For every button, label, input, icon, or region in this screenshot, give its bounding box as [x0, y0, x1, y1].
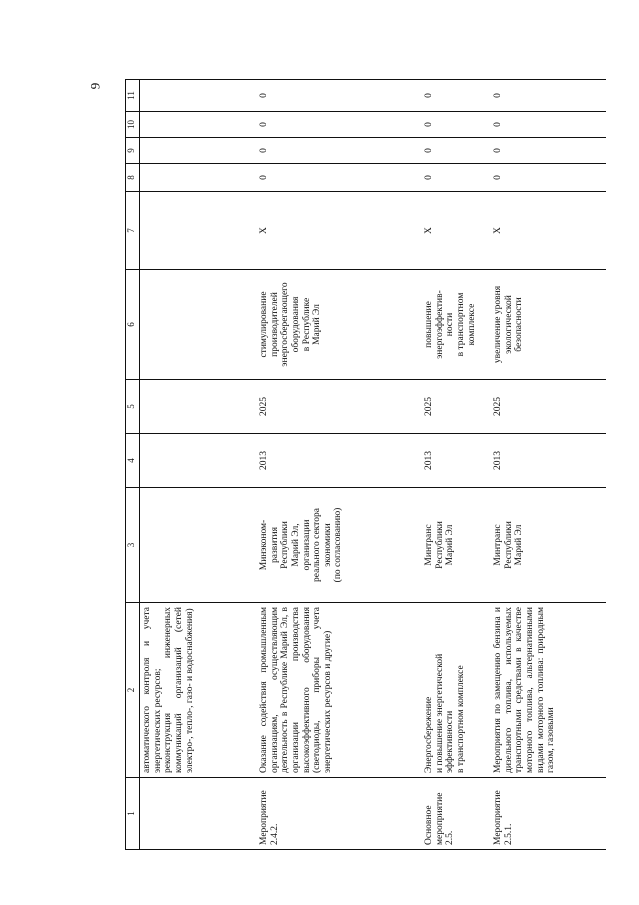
cell-executor: Минэконом- развития Республики Марий Эл, организации реального сектора экономики (по согласованию) [245, 488, 412, 603]
cell-end-year: 2025 [412, 380, 481, 434]
cell-description: Мероприятия по замещению бензина и дизельного топлива, используемых транспортными средствами в качестве моторного топлива, альтернативными видами моторного топлива: природным газом, газовыми [481, 603, 606, 778]
cell-col11: 0 [412, 80, 481, 112]
cell-col10: 0 [481, 112, 606, 138]
col-header-5: 5 [126, 380, 140, 434]
col-header-2: 2 [126, 603, 140, 778]
cell-col8 [140, 164, 246, 192]
cell-measure: Основное мероприятие 2.5. [412, 778, 481, 850]
col-header-9: 9 [126, 138, 140, 164]
cell-col7: X [412, 192, 481, 270]
measures-table [125, 79, 606, 850]
col-header-7: 7 [126, 192, 140, 270]
cell-start-year: 2013 [412, 434, 481, 488]
column-number-row [126, 80, 140, 850]
cell-col11: 0 [481, 80, 606, 112]
cell-result: увеличение уровня экологической безопасности [481, 270, 606, 380]
col-header-10: 10 [126, 112, 140, 138]
cell-start-year: 2013 [245, 434, 412, 488]
cell-result: стимулирование производителей энергосберегающего оборудования в Республике Марий Эл [245, 270, 412, 380]
cell-col10: 0 [412, 112, 481, 138]
cell-executor: Минтранс Республики Марий Эл [481, 488, 606, 603]
cell-col10 [140, 112, 246, 138]
cell-col11 [140, 80, 246, 112]
cell-result: повышение энергоэффектив- ности в транспортном комплексе [412, 270, 481, 380]
cell-start-year [140, 434, 246, 488]
cell-col9 [140, 138, 246, 164]
cell-col8: 0 [245, 164, 412, 192]
cell-col10: 0 [245, 112, 412, 138]
cell-col8: 0 [481, 164, 606, 192]
cell-col9: 0 [245, 138, 412, 164]
cell-measure: Мероприятие 2.4.2. [245, 778, 412, 850]
cell-col7: X [481, 192, 606, 270]
cell-measure [140, 778, 246, 850]
table-row [140, 80, 246, 850]
table-row [412, 80, 481, 850]
cell-end-year: 2025 [245, 380, 412, 434]
col-header-4: 4 [126, 434, 140, 488]
col-header-11: 11 [126, 80, 140, 112]
cell-col9: 0 [412, 138, 481, 164]
cell-executor: Минтранс Республики Марий Эл [412, 488, 481, 603]
col-header-6: 6 [126, 270, 140, 380]
cell-measure: Мероприятие 2.5.1. [481, 778, 606, 850]
cell-executor [140, 488, 246, 603]
col-header-1: 1 [126, 778, 140, 850]
cell-end-year [140, 380, 246, 434]
cell-result [140, 270, 246, 380]
cell-description: Энергосбережение и повышение энергетической эффективности в транспортном комплексе [412, 603, 481, 778]
page-number: 9 [87, 82, 103, 90]
cell-col9: 0 [481, 138, 606, 164]
cell-description: Оказание содействия промышленным организациям, осуществляющим деятельность в Республике Марий Эл, в организации производства высокоэффективного оборудования (светодиоды, приборы учета энергетических ресурсов и другие) [245, 603, 412, 778]
table-row [245, 80, 412, 850]
cell-col7: X [245, 192, 412, 270]
table-row [481, 80, 606, 850]
col-header-8: 8 [126, 164, 140, 192]
cell-col7 [140, 192, 246, 270]
cell-start-year: 2013 [481, 434, 606, 488]
rotated-page-content [125, 80, 615, 850]
cell-description: автоматического контроля и учета энергетических ресурсов; реконструкция инженерных коммуникаций организаций (сетей электро-, тепло-, газо- и водоснабжения) [140, 603, 246, 778]
cell-col11: 0 [245, 80, 412, 112]
cell-end-year: 2025 [481, 380, 606, 434]
cell-col8: 0 [412, 164, 481, 192]
col-header-3: 3 [126, 488, 140, 603]
